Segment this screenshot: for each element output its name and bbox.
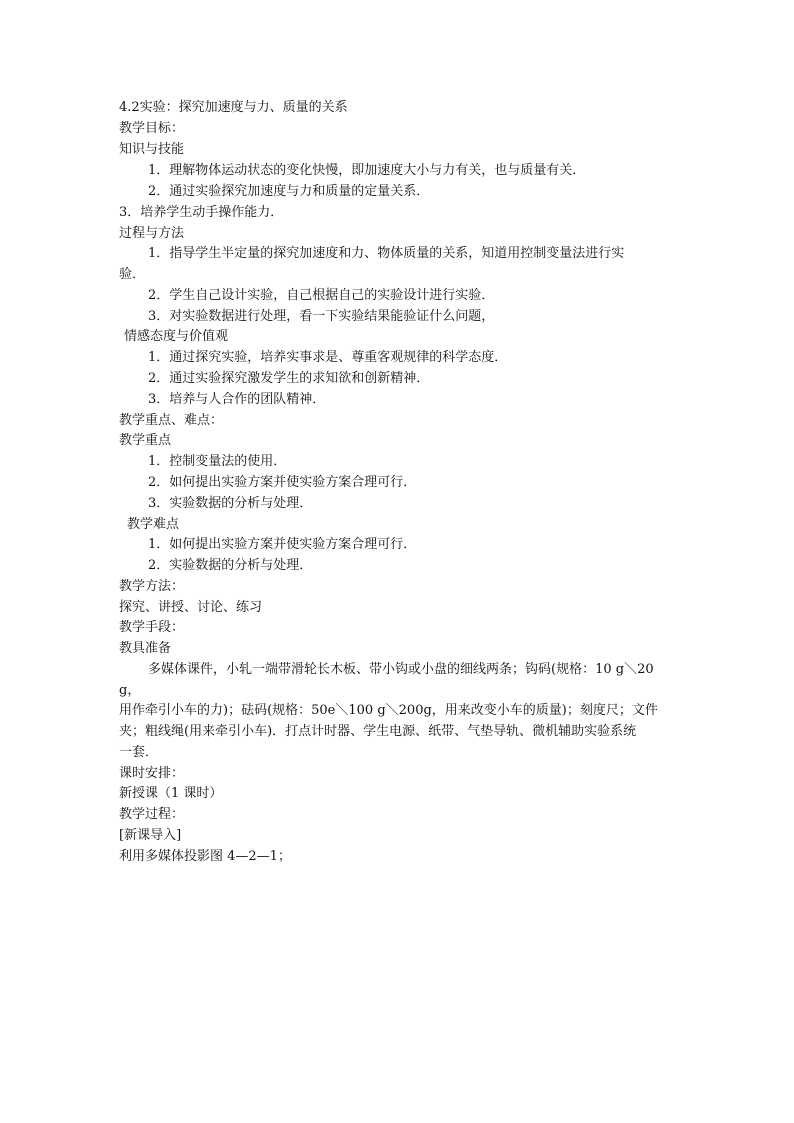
list-item: 2．通过实验探究激发学生的求知欲和创新精神． (148, 371, 430, 386)
text-line: 探究、讲授、讨论、练习 (119, 600, 263, 615)
section-heading: 教学重点、难点： (119, 413, 224, 428)
subsection-heading: 过程与方法 (119, 226, 185, 241)
list-item: 2．通过实验探究加速度与力和质量的定量关系． (148, 184, 430, 199)
text-line: 验． (119, 267, 146, 282)
list-item: 3．对实验数据进行处理，看一下实验结果能验证什么问题， (148, 309, 495, 324)
list-item: 1．理解物体运动状态的变化快慢，即加速度大小与力有关，也与质量有关． (148, 163, 586, 178)
subsection-heading: 情感态度与价值观 (124, 329, 229, 344)
paragraph-line: 用作牵引小车的力)；砝码(规格：50e＼100 g＼200g，用来改变小车的质量)；刻度尺；文件 (119, 703, 658, 718)
list-item: 2．实验数据的分析与处理． (148, 558, 313, 573)
paragraph-line: g， (119, 683, 141, 698)
section-heading: 教学过程： (119, 807, 185, 822)
list-item: 3．培养与人合作的团队精神． (148, 392, 326, 407)
subsection-heading: 知识与技能 (119, 142, 185, 157)
text-line: 利用多媒体投影图 4—2—1； (119, 849, 291, 864)
list-item: 1．指导学生半定量的探究加速度和力、物体质量的关系，知道用控制变量法进行实 (148, 246, 625, 261)
section-heading: 教学方法： (119, 579, 185, 594)
section-heading: 课时安排： (119, 766, 185, 781)
list-item: 3．培养学生动手操作能力． (119, 205, 284, 220)
subsection-heading: 教学重点 (119, 433, 172, 448)
section-heading: 教学手段： (119, 620, 185, 635)
subsection-heading: [新课导入] (119, 828, 182, 843)
text-line: 新授课（1 课时） (119, 786, 223, 801)
paragraph-line: 一套． (119, 745, 159, 760)
paragraph-line: 夹；粗线绳(用来牵引小车)．打点计时器、学生电源、纸带、气垫导轨、微机辅助实验系统 (119, 724, 637, 739)
subsection-heading: 教学难点 (127, 517, 180, 532)
list-item: 1．通过探究实验，培养实事求是、尊重客观规律的科学态度． (148, 350, 508, 365)
list-item: 1．控制变量法的使用． (148, 454, 287, 469)
list-item: 2．学生自己设计实验，自己根据自己的实验设计进行实验． (148, 288, 495, 303)
subsection-heading: 教具准备 (119, 641, 172, 656)
section-heading-teaching-goals: 教学目标： (119, 121, 185, 136)
paragraph-line: 多媒体课件，小轧一端带滑轮长木板、带小钩或小盘的细线两条；钩码(规格：10 g＼20 (148, 662, 654, 677)
list-item: 3．实验数据的分析与处理． (148, 496, 313, 511)
document-title: 4.2实验：探究加速度与力、质量的关系 (119, 100, 348, 115)
list-item: 1．如何提出实验方案并使实验方案合理可行． (148, 537, 417, 552)
list-item: 2．如何提出实验方案并使实验方案合理可行． (148, 475, 417, 490)
